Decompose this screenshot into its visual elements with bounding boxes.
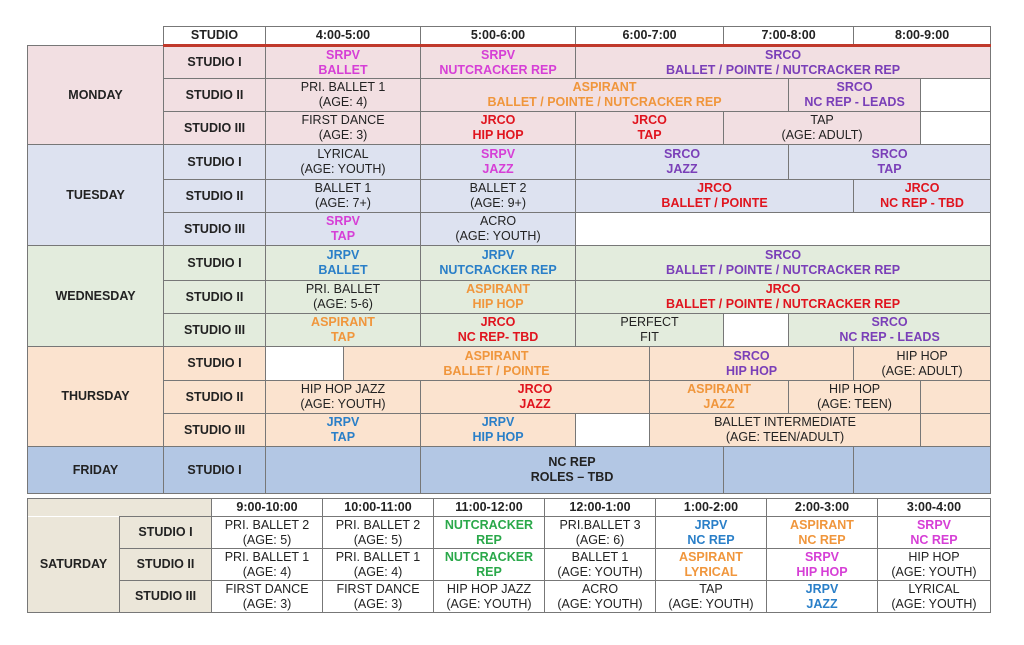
class-cell <box>576 46 991 79</box>
studio-label: STUDIO II <box>164 79 266 112</box>
class-cell <box>266 314 421 347</box>
class-line: HIP HOP <box>908 549 960 564</box>
studio-label: STUDIO II <box>164 381 266 414</box>
class-line: (AGE: ADULT) <box>781 128 863 142</box>
class-cell <box>545 517 656 549</box>
schedule-row <box>28 314 991 347</box>
class-line: JAZZ <box>519 397 551 411</box>
header-3-00-4-00: 3:00-4:00 <box>878 499 991 517</box>
class-line: FIRST DANCE <box>301 113 385 127</box>
class-line: SRCO <box>871 147 908 161</box>
class-line: SRCO <box>836 80 873 94</box>
class-line: TAP <box>330 430 356 444</box>
class-cell <box>421 447 724 494</box>
class-line: LYRICAL <box>317 147 369 161</box>
class-line: SRCO <box>663 147 701 161</box>
class-cell <box>854 347 991 381</box>
class-line: HIP HOP <box>472 430 524 444</box>
class-cell <box>323 549 434 581</box>
class-cell <box>789 145 991 180</box>
studio-label: STUDIO III <box>164 314 266 347</box>
class-cell <box>854 180 991 213</box>
class-cell <box>266 145 421 180</box>
class-line: JRPV <box>481 415 515 429</box>
class-cell <box>421 314 576 347</box>
class-cell <box>789 79 921 112</box>
class-line: SRCO <box>764 47 802 62</box>
header-studio: STUDIO <box>164 27 266 46</box>
class-cell <box>767 517 878 549</box>
class-cell <box>434 517 545 549</box>
class-line: SRPV <box>325 214 361 228</box>
class-line: BALLET 2 <box>469 181 527 195</box>
class-line: JRPV <box>326 248 360 262</box>
class-cell <box>724 112 921 145</box>
class-cell <box>878 549 991 581</box>
studio-label: STUDIO I <box>120 517 212 549</box>
class-cell <box>789 314 991 347</box>
class-line: BALLET 1 <box>571 549 629 564</box>
studio-label: STUDIO II <box>164 281 266 314</box>
class-line: BALLET / POINTE <box>443 363 550 378</box>
class-line: JRCO <box>480 315 516 329</box>
class-cell <box>212 549 323 581</box>
class-line: NC REP <box>687 532 735 547</box>
class-line: TAP <box>699 581 723 596</box>
class-cell <box>656 581 767 613</box>
class-line: NUTCRACKER REP <box>439 62 557 77</box>
header-7-00-8-00: 7:00-8:00 <box>724 27 854 46</box>
class-cell <box>266 46 421 79</box>
schedule-row <box>28 112 991 145</box>
class-cell <box>724 314 789 347</box>
class-line: FIRST DANCE <box>336 581 420 596</box>
class-cell <box>421 112 576 145</box>
day-label-saturday: SATURDAY <box>28 517 120 613</box>
schedule-row <box>28 46 991 79</box>
class-cell <box>323 581 434 613</box>
day-label-tuesday: TUESDAY <box>28 145 164 246</box>
header-8-00-9-00: 8:00-9:00 <box>854 27 991 46</box>
class-line: HIP HOP JAZZ <box>300 382 386 396</box>
class-line: BALLET INTERMEDIATE <box>714 415 857 429</box>
class-cell <box>650 414 921 447</box>
schedule-row <box>28 347 991 381</box>
header-2-00-3-00: 2:00-3:00 <box>767 499 878 517</box>
class-line: NC REP - LEADS <box>804 95 905 109</box>
day-label-monday: MONDAY <box>28 46 164 145</box>
schedule-row <box>28 246 991 281</box>
class-line: ASPIRANT <box>464 348 529 363</box>
class-cell <box>878 581 991 613</box>
class-line: (AGE: YOUTH) <box>446 596 532 611</box>
class-line: JRPV <box>694 517 728 532</box>
schedule-row <box>28 79 991 112</box>
class-line: HIP HOP <box>828 382 881 396</box>
header-10-00-11-00: 10:00-11:00 <box>323 499 434 517</box>
class-line: (AGE: YOUTH) <box>891 596 977 611</box>
class-cell <box>421 46 576 79</box>
header-6-00-7-00: 6:00-7:00 <box>576 27 724 46</box>
class-line: NC REP <box>548 455 596 469</box>
class-line: SRCO <box>733 348 770 363</box>
studio-label: STUDIO III <box>164 112 266 145</box>
saturday-header-row <box>28 499 991 517</box>
class-line: JRPV <box>326 415 360 429</box>
class-line: (AGE: 5) <box>353 532 403 547</box>
studio-label: STUDIO III <box>164 414 266 447</box>
class-line: (AGE: 4) <box>353 564 403 579</box>
class-cell <box>576 180 854 213</box>
class-cell <box>576 112 724 145</box>
class-cell <box>545 549 656 581</box>
class-line: HIP HOP <box>725 363 778 378</box>
class-cell <box>266 180 421 213</box>
class-line: BALLET 1 <box>314 181 372 195</box>
class-line: TAP <box>637 128 662 142</box>
class-line: SRCO <box>764 248 802 262</box>
header-1-00-2-00: 1:00-2:00 <box>656 499 767 517</box>
class-line: BALLET <box>318 263 368 277</box>
class-line: (AGE: 4) <box>318 95 368 109</box>
class-cell <box>266 213 421 246</box>
class-cell <box>650 347 854 381</box>
class-cell <box>421 281 576 314</box>
class-cell <box>878 517 991 549</box>
class-line: SRPV <box>325 47 361 62</box>
class-cell <box>434 549 545 581</box>
class-line: LYRICAL <box>684 564 738 579</box>
class-line: ACRO <box>581 581 619 596</box>
class-cell <box>266 246 421 281</box>
class-line: PRI. BALLET 2 <box>335 517 421 532</box>
class-line: PRI. BALLET 1 <box>335 549 421 564</box>
schedule-row <box>28 447 991 494</box>
class-line: FIRST DANCE <box>225 581 309 596</box>
class-line: HIP HOP <box>796 564 848 579</box>
studio-label: STUDIO I <box>164 246 266 281</box>
class-line: JRCO <box>904 181 940 195</box>
class-cell <box>767 549 878 581</box>
class-line: (AGE: 5-6) <box>313 297 373 311</box>
schedule-row <box>28 213 991 246</box>
weekday-header-row <box>28 27 991 46</box>
schedule-row <box>28 517 991 549</box>
class-cell <box>266 79 421 112</box>
class-line: BALLET <box>318 62 368 77</box>
class-line: JAZZ <box>703 397 735 411</box>
class-line: (AGE: 7+) <box>315 196 371 210</box>
class-line: NC REP <box>798 532 846 547</box>
class-cell <box>266 281 421 314</box>
class-line: HIP HOP <box>472 297 524 311</box>
studio-label: STUDIO II <box>120 549 212 581</box>
class-line: JRCO <box>632 113 667 127</box>
class-line: ASPIRANT <box>466 282 530 296</box>
class-cell <box>921 112 991 145</box>
class-line: (AGE: 9+) <box>470 196 526 210</box>
studio-label: STUDIO III <box>164 213 266 246</box>
header-11-00-12-00: 11:00-12:00 <box>434 499 545 517</box>
class-line: (AGE: YOUTH) <box>300 397 386 411</box>
class-cell <box>724 447 854 494</box>
class-line: (AGE: 3) <box>318 128 368 142</box>
studio-label: STUDIO III <box>120 581 212 613</box>
class-line: JRCO <box>517 382 553 396</box>
class-line: JRPV <box>805 581 839 596</box>
class-cell <box>576 314 724 347</box>
studio-label: STUDIO II <box>164 180 266 213</box>
class-cell <box>421 414 576 447</box>
saturday-schedule-table <box>27 498 991 613</box>
class-cell <box>650 381 789 414</box>
class-line: SRPV <box>481 47 516 62</box>
class-cell <box>266 381 421 414</box>
day-label-wednesday: WEDNESDAY <box>28 246 164 347</box>
class-line: (AGE: 4) <box>242 564 292 579</box>
class-line: NC REP - LEADS <box>839 330 940 344</box>
class-cell <box>767 581 878 613</box>
class-cell <box>576 213 991 246</box>
class-line: PERFECT <box>620 315 679 329</box>
class-cell <box>421 79 789 112</box>
class-cell <box>789 381 921 414</box>
header-9-00-10-00: 9:00-10:00 <box>212 499 323 517</box>
studio-label: STUDIO I <box>164 145 266 180</box>
class-line: JAZZ <box>666 162 698 176</box>
class-cell <box>212 517 323 549</box>
class-line: (AGE: YOUTH) <box>557 564 643 579</box>
class-line: (AGE: YOUTH) <box>300 162 386 176</box>
class-line: (AGE: YOUTH) <box>891 564 977 579</box>
header-12-00-1-00: 12:00-1:00 <box>545 499 656 517</box>
class-cell <box>921 414 991 447</box>
class-cell <box>921 381 991 414</box>
class-line: (AGE: 3) <box>353 596 403 611</box>
class-line: JRCO <box>765 282 801 296</box>
class-line: (AGE: YOUTH) <box>455 229 541 243</box>
class-line: BALLET / POINTE / NUTCRACKER REP <box>666 62 901 77</box>
class-line: JRCO <box>697 181 732 195</box>
class-cell <box>323 517 434 549</box>
schedule-row <box>28 281 991 314</box>
class-line: ASPIRANT <box>687 382 751 396</box>
class-line: ASPIRANT <box>679 549 743 564</box>
schedule-row <box>28 549 991 581</box>
class-cell <box>421 213 576 246</box>
weekday-schedule-table <box>27 26 991 494</box>
class-cell <box>266 414 421 447</box>
schedule-row <box>28 180 991 213</box>
class-cell <box>344 347 650 381</box>
class-cell <box>421 246 576 281</box>
class-line: LYRICAL <box>908 581 960 596</box>
class-line: PRI. BALLET 1 <box>224 549 310 564</box>
class-line: TAP <box>330 229 356 243</box>
class-line: PRI. BALLET 1 <box>300 80 386 94</box>
class-cell <box>656 549 767 581</box>
class-line: NC REP - TBD <box>880 196 964 210</box>
saturday-header-blank <box>28 499 212 517</box>
class-cell <box>545 581 656 613</box>
day-label-friday: FRIDAY <box>28 447 164 494</box>
header-4-00-5-00: 4:00-5:00 <box>266 27 421 46</box>
class-cell <box>576 145 789 180</box>
class-line: ACRO <box>479 214 517 228</box>
class-line: ASPIRANT <box>572 80 637 94</box>
class-line: ROLES – TBD <box>530 470 614 484</box>
class-line: TAP <box>810 113 834 127</box>
class-line: SRPV <box>481 147 516 161</box>
class-line: NUTCRACKER REP <box>439 263 557 277</box>
schedule-row <box>28 381 991 414</box>
class-line: PRI. BALLET 2 <box>224 517 310 532</box>
class-line: HIP HOP <box>472 128 524 142</box>
studio-label: STUDIO I <box>164 347 266 381</box>
class-line: NUTCRACKER <box>444 517 534 532</box>
class-line: BALLET / POINTE / NUTCRACKER REP <box>487 95 722 109</box>
class-line: NUTCRACKER <box>444 549 534 564</box>
class-line: NC REP <box>910 532 958 547</box>
class-cell <box>576 246 991 281</box>
schedule-row <box>28 145 991 180</box>
class-cell <box>854 447 991 494</box>
class-line: (AGE: TEEN) <box>817 397 892 411</box>
schedule-row <box>28 581 991 613</box>
day-label-thursday: THURSDAY <box>28 347 164 447</box>
class-cell <box>212 581 323 613</box>
class-line: BALLET / POINTE / NUTCRACKER REP <box>666 263 901 277</box>
class-line: (AGE: ADULT) <box>881 363 963 378</box>
class-line: (AGE: 5) <box>242 532 292 547</box>
class-cell <box>266 347 344 381</box>
class-cell <box>656 517 767 549</box>
class-line: (AGE: YOUTH) <box>557 596 643 611</box>
class-line: (AGE: YOUTH) <box>668 596 754 611</box>
class-line: JAZZ <box>482 162 514 176</box>
class-line: (AGE: TEEN/ADULT) <box>725 430 845 444</box>
header-5-00-6-00: 5:00-6:00 <box>421 27 576 46</box>
class-cell <box>421 145 576 180</box>
class-line: SRPV <box>804 549 840 564</box>
class-cell <box>266 112 421 145</box>
class-line: PRI.BALLET 3 <box>559 517 641 532</box>
class-cell <box>576 414 650 447</box>
class-line: JRPV <box>481 248 515 262</box>
class-line: BALLET / POINTE <box>661 196 768 210</box>
class-line: SRPV <box>916 517 952 532</box>
class-line: ASPIRANT <box>311 315 375 329</box>
class-line: JAZZ <box>806 596 838 611</box>
class-cell <box>434 581 545 613</box>
class-cell <box>421 180 576 213</box>
class-line: (AGE: 6) <box>575 532 625 547</box>
class-line: ASPIRANT <box>790 517 854 532</box>
class-line: REP <box>476 532 502 547</box>
class-line: FIT <box>640 330 659 344</box>
class-cell <box>921 79 991 112</box>
class-line: SRCO <box>871 315 908 329</box>
class-line: NC REP- TBD <box>457 330 539 344</box>
schedule-row <box>28 414 991 447</box>
class-line: HIP HOP JAZZ <box>446 581 532 596</box>
studio-label: STUDIO I <box>164 447 266 494</box>
class-line: TAP <box>330 330 356 344</box>
class-line: HIP HOP <box>896 348 948 363</box>
class-cell <box>421 381 650 414</box>
class-line: PRI. BALLET <box>305 282 381 296</box>
studio-label: STUDIO I <box>164 46 266 79</box>
class-line: TAP <box>877 162 902 176</box>
class-line: BALLET / POINTE / NUTCRACKER REP <box>666 297 901 311</box>
class-line: JRCO <box>480 113 516 127</box>
class-cell <box>266 447 421 494</box>
class-line: REP <box>476 564 502 579</box>
class-line: (AGE: 3) <box>242 596 292 611</box>
class-cell <box>576 281 991 314</box>
